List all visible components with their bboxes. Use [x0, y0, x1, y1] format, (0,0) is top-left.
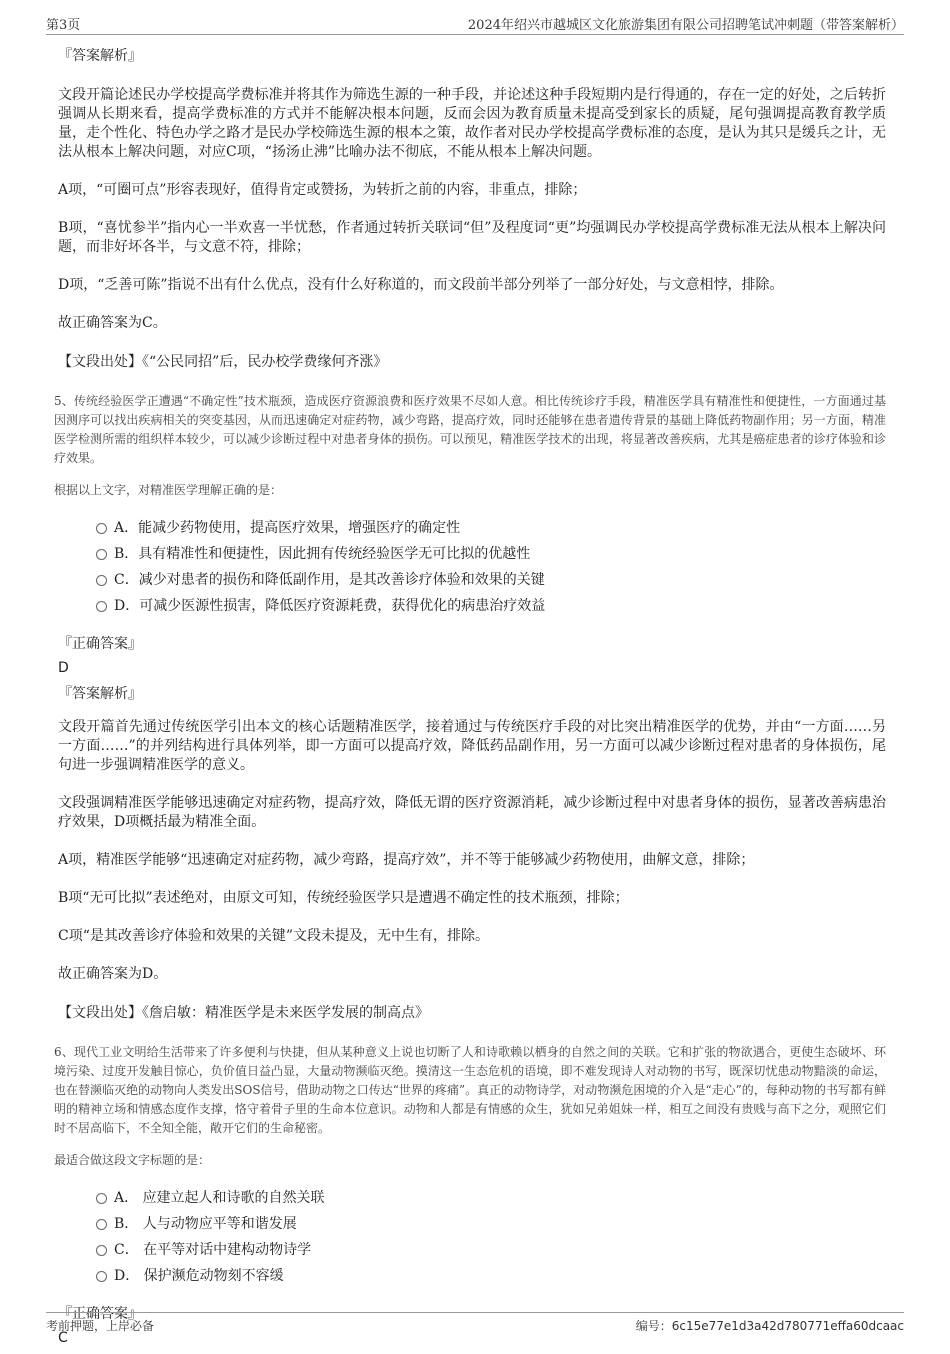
analysis-paragraph: D项，“乏善可陈”指说不出有什么优点，没有什么好称道的，而文段前半部分列举了一部分好处，与文意相悖，排除。	[58, 277, 784, 293]
option-d[interactable]	[58, 596, 886, 622]
correct-answer: D	[58, 660, 69, 676]
option-label: A． 应建立起人和诗歌的自然关联	[114, 1190, 325, 1206]
option-label: D． 保护濒危动物刻不容缓	[114, 1268, 284, 1284]
analysis-label: 『答案解析』	[58, 686, 142, 702]
question-6-text: 6、现代工业文明给生活带来了许多便利与快捷，但从某种意义上说也切断了人和诗歌赖以栖身的自然之间的关联。它和扩张的物欲遇合，更使生态破坏、环境污染、过度开发触目惊心，负价值日益凸显，大量动物濒临灭绝。摸清这一生态危机的语境，即不难发现诗人对动物的书写，既深切忧患动物黯淡的命运，也在替濒临灭绝的动物向人类发出SOS信号，借助动物之口传达“世界的疼痛”。真正的动物诗学，对动物濒危困境的介入是“走心”的，每种动物的书写都有鲜明的精神立场和情感态度作支撑，恪守着骨子里的生命本位意识。动物和人都是有情感的众生，犹如兄弟姐妹一样，相互之间没有贵贱与高下之分，观照它们时不居高临下，不全知全能，敞开它们的生命秘密。	[54, 1045, 886, 1135]
option-b[interactable]	[58, 1214, 886, 1240]
page-number: 第3页	[46, 18, 81, 33]
analysis-paragraph: C项“是其改善诊疗体验和效果的关键”文段未提及，无中生有，排除。	[58, 928, 490, 944]
option-label: C．减少对患者的损伤和降低副作用，是其改善诊疗体验和效果的关键	[114, 572, 545, 588]
radio-button[interactable]	[96, 523, 107, 534]
analysis-paragraph: A项，“可圈可点”形容表现好，值得肯定或赞扬，为转折之前的内容，非重点，排除；	[58, 182, 587, 198]
analysis-paragraph: 文段开篇首先通过传统医学引出本文的核心话题精准医学，接着通过与传统医疗手段的对比突出精准医学的优势，并由“一方面……另一方面……”的并列结构进行具体列举，即一方面可以提高疗效，降低药品副作用，另一方面可以减少诊断过程对患者的身体损伤，尾句进一步强调精准医学的意义。	[58, 719, 886, 773]
radio-button[interactable]	[96, 601, 107, 612]
analysis-paragraph: B项“无可比拟”表述绝对，由原文可知，传统经验医学只是遭遇不确定性的技术瓶颈，排除；	[58, 890, 629, 906]
option-label: D．可减少医源性损害，降低医疗资源耗费，获得优化的病患治疗效益	[114, 598, 546, 614]
correct-answer-label: 『正确答案』	[58, 636, 142, 652]
option-label: B． 人与动物应平等和谐发展	[114, 1216, 297, 1232]
document-body	[54, 46, 886, 1354]
radio-button[interactable]	[96, 1193, 107, 1204]
radio-button[interactable]	[96, 549, 107, 560]
question-6-options	[58, 1188, 886, 1292]
analysis-label: 『答案解析』	[58, 48, 142, 64]
question-5-options	[58, 518, 886, 622]
document-id-label: 编号：	[635, 1319, 672, 1333]
radio-button[interactable]	[96, 1245, 107, 1256]
question-6-prompt: 最适合做这段文字标题的是：	[54, 1153, 211, 1167]
page-footer	[46, 1312, 904, 1337]
question-5-prompt: 根据以上文字，对精准医学理解正确的是：	[54, 483, 283, 497]
analysis-paragraph: 文段强调精准医学能够迅速确定对症药物，提高疗效，降低无谓的医疗资源消耗，减少诊断过程中对患者身体的损伤，显著改善病患治疗效果，D项概括最为精准全面。	[58, 795, 886, 830]
question-5-text: 5、传统经验医学正遭遇“不确定性”技术瓶颈，造成医疗资源浪费和医疗效果不尽如人意。相比传统诊疗手段，精准医学具有精准性和便捷性，一方面通过基因测序可以找出疾病相关的突变基因，从而迅速确定对症药物，减少弯路，提高疗效，同时还能够在患者遗传背景的基础上降低药物副作用；另一方面，精准医学检测所需的组织样本较少，可以减少诊断过程中对患者身体的损伤。可以预见，精准医学技术的出现，将显著改善疾病，尤其是癌症患者的诊疗体验和诊疗效果。	[54, 394, 886, 465]
correct-answer-label: 『正确答案』	[58, 1306, 142, 1322]
analysis-paragraph: 故正确答案为C。	[58, 315, 167, 331]
option-label: A．能减少药物使用，提高医疗效果，增强医疗的确定性	[114, 520, 461, 536]
document-title: 2024年绍兴市越城区文化旅游集团有限公司招聘笔试冲刺题（带答案解析）	[467, 18, 904, 33]
radio-button[interactable]	[96, 1219, 107, 1230]
radio-button[interactable]	[96, 575, 107, 586]
option-a[interactable]	[58, 1188, 886, 1214]
source-citation: 【文段出处】《“公民同招”后，民办校学费缘何齐涨》	[58, 354, 388, 370]
document-id-code: 6c15e77e1d3a42d780771effa60dcaac	[671, 1319, 904, 1333]
option-d[interactable]	[58, 1266, 886, 1292]
option-c[interactable]	[58, 570, 886, 596]
page-header	[46, 12, 904, 35]
analysis-paragraph: A项，精准医学能够“迅速确定对症药物，减少弯路，提高疗效”，并不等于能够减少药物使用，曲解文意，排除；	[58, 852, 755, 868]
document-id	[636, 1317, 904, 1334]
option-a[interactable]	[58, 518, 886, 544]
option-label: C． 在平等对话中建构动物诗学	[114, 1242, 312, 1258]
option-label: B．具有精准性和便捷性，因此拥有传统经验医学无可比拟的优越性	[114, 546, 531, 562]
analysis-paragraph: B项，“喜忧参半”指内心一半欢喜一半忧愁，作者通过转折关联词“但”及程度词“更”均强调民办学校提高学费标准无法从根本上解决问题，而非好坏各半，与文意不符，排除；	[58, 220, 886, 255]
radio-button[interactable]	[96, 1271, 107, 1282]
analysis-paragraph: 故正确答案为D。	[58, 966, 168, 982]
footer-slogan: 考前押题，上岸必备	[46, 1319, 155, 1333]
option-c[interactable]	[58, 1240, 886, 1266]
option-b[interactable]	[58, 544, 886, 570]
analysis-paragraph: 文段开篇论述民办学校提高学费标准并将其作为筛选生源的一种手段，并论述这种手段短期内是行得通的，存在一定的好处，之后转折强调从长期来看，提高学费标准的方式并不能解决根本问题，反而会因为教育质量未提高受到家长的质疑，尾句强调提高教育教学质量，走个性化、特色办学之路才是民办学校筛选生源的根本之策，故作者对民办学校提高学费标准的态度，是认为其只是缓兵之计，无法从根本上解决问题，对应C项，“扬汤止沸”比喻办法不彻底，不能从根本上解决问题。	[58, 87, 886, 160]
correct-answer: C	[58, 1330, 68, 1346]
source-citation: 【文段出处】《詹启敏：精准医学是未来医学发展的制高点》	[58, 1005, 429, 1021]
